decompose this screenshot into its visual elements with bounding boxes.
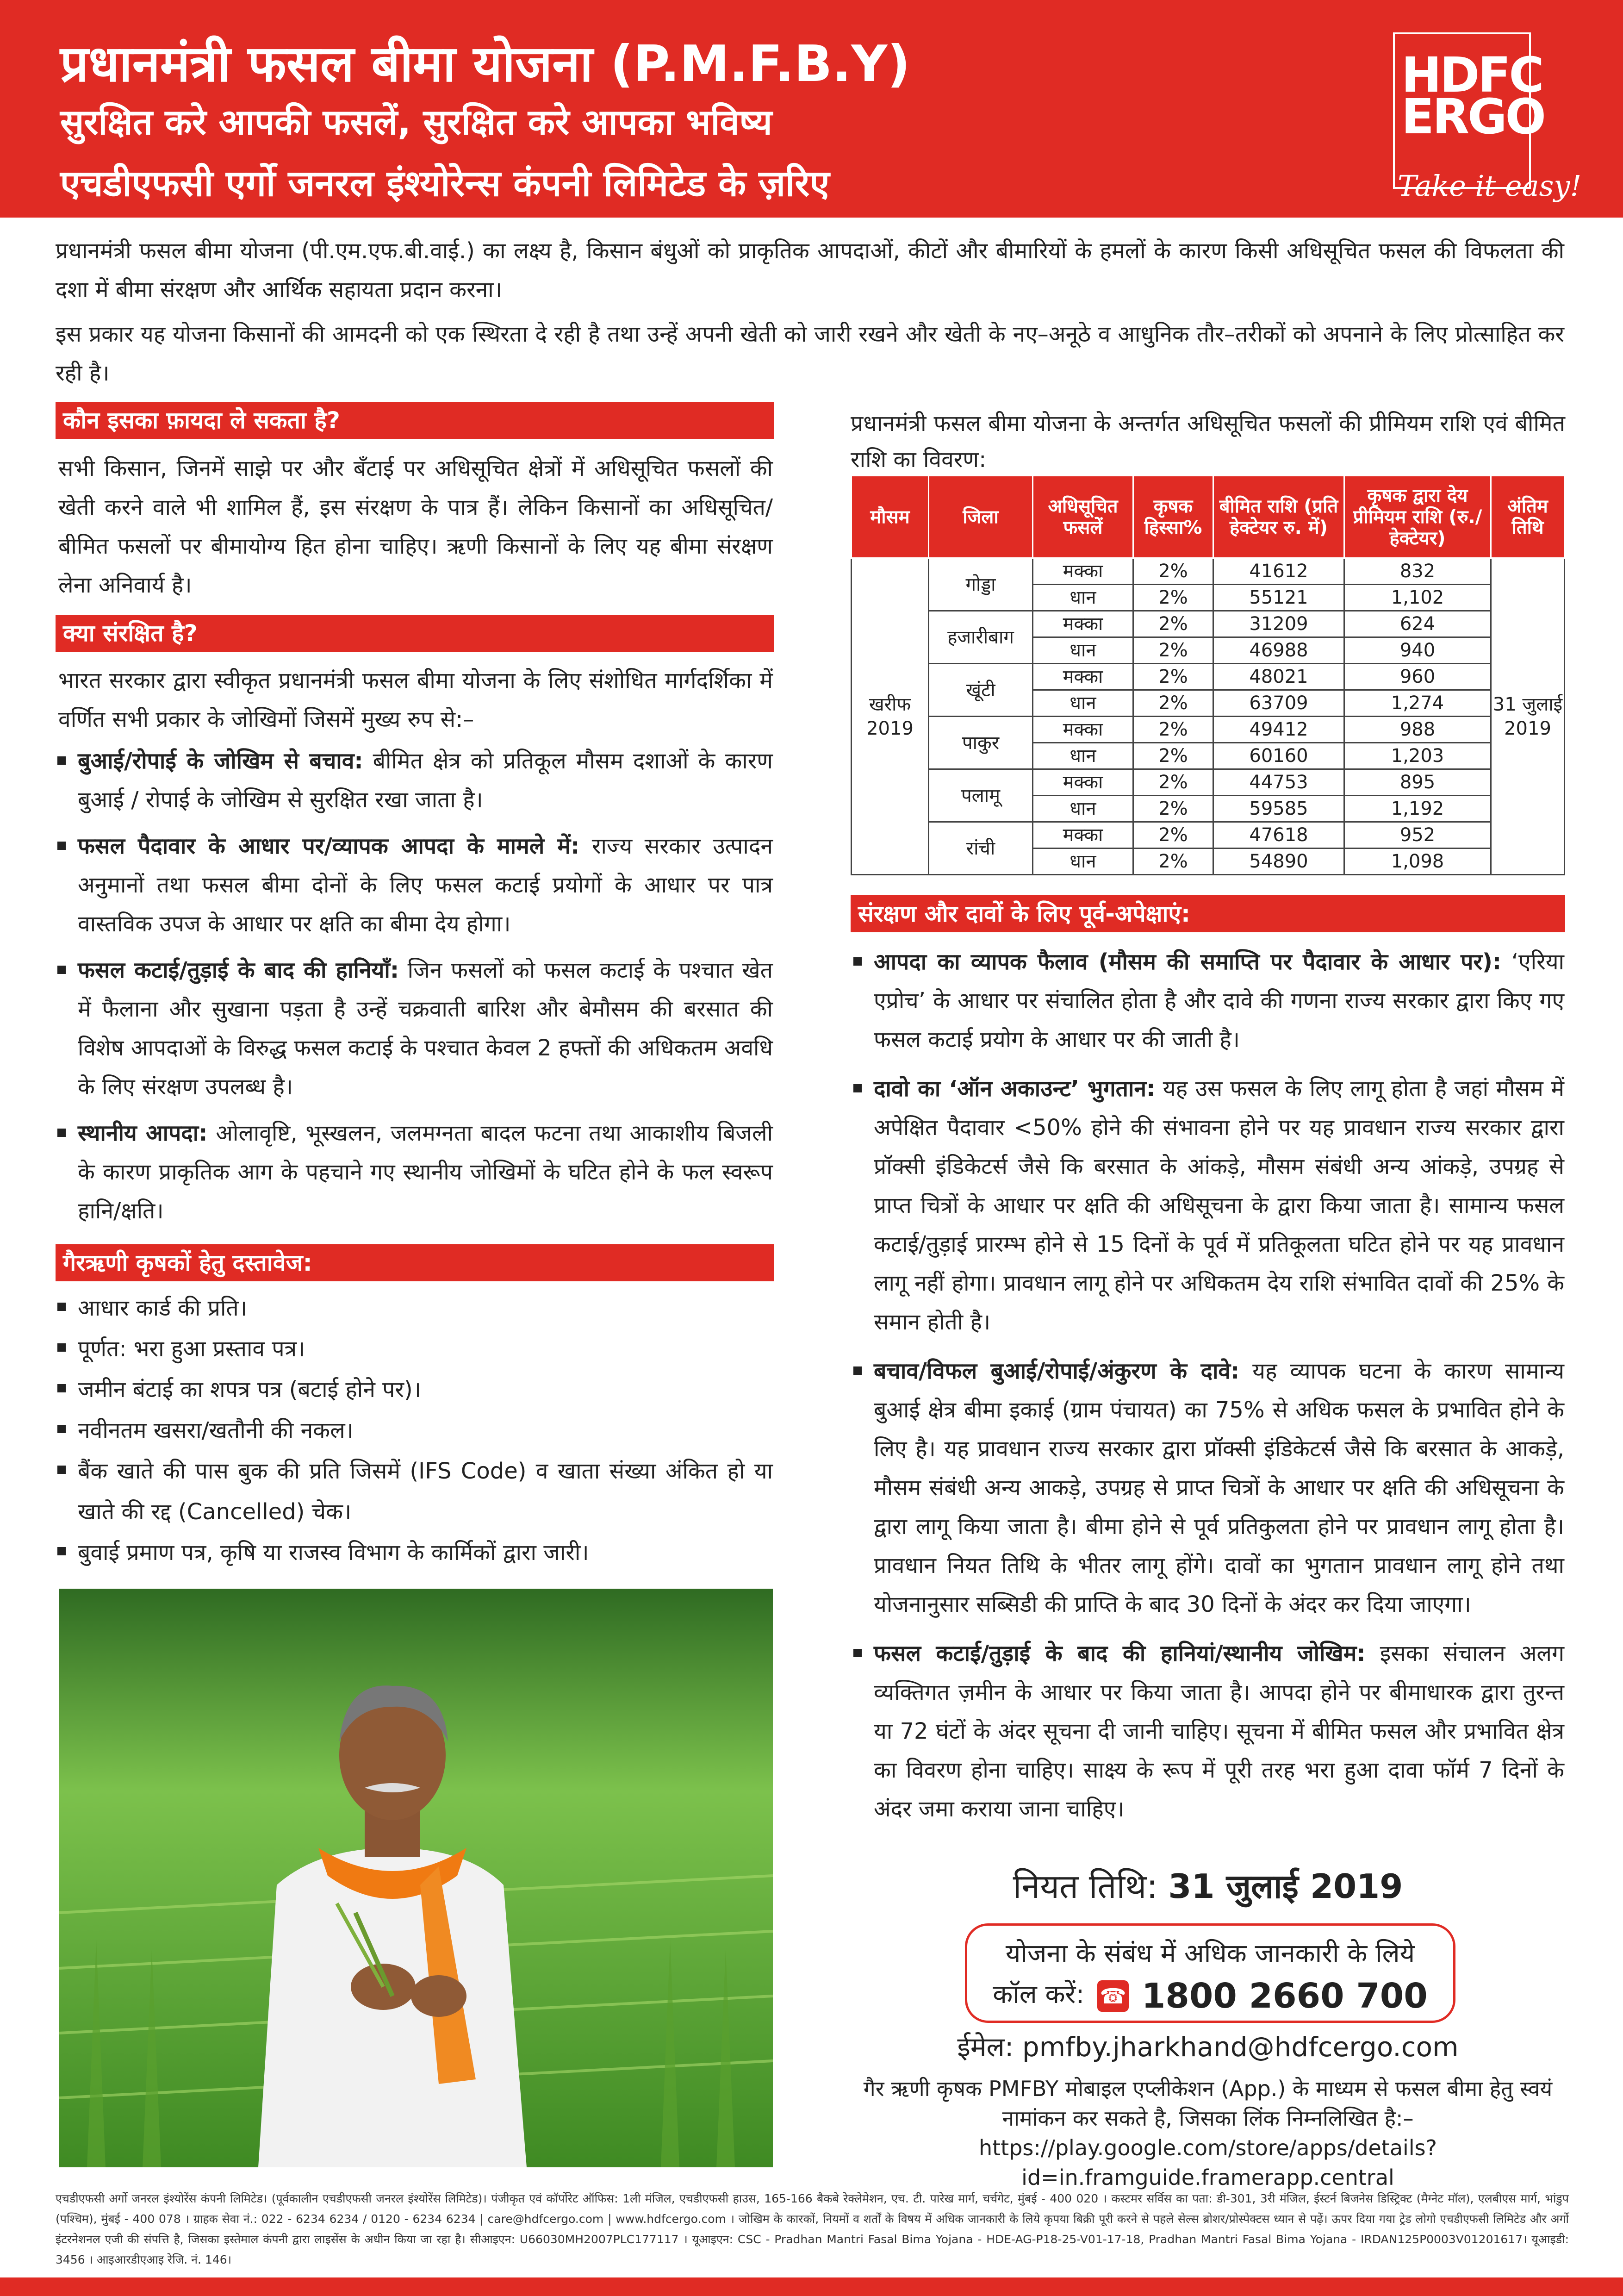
table-header: मौसम: [852, 476, 929, 558]
table-cell: 1,098: [1344, 849, 1491, 875]
helpline-text: योजना के संबंध में अधिक जानकारी के लिये: [1005, 1939, 1415, 1969]
table-cell: धान: [1033, 796, 1133, 822]
table-row: [852, 822, 1565, 849]
table-cell: 49412: [1213, 717, 1344, 743]
list-item: जमीन बंटाई का शपत्र पत्र (बटाई होने पर)।: [56, 1369, 773, 1410]
table-row: [852, 664, 1565, 690]
table-header: कृषक द्वारा देय प्रीमियम राशि (रु./हेक्टेयर): [1344, 476, 1491, 558]
table-cell: 2%: [1133, 611, 1213, 637]
section-heading-documents: गैरऋणी कृषकों हेतु दस्तावेज:: [56, 1244, 774, 1281]
table-cell: धान: [1033, 849, 1133, 875]
premium-table: [851, 475, 1565, 875]
section-heading-claims: संरक्षण और दावों के लिए पूर्व-अपेक्षाएं:: [851, 895, 1565, 932]
table-row: [852, 611, 1565, 637]
list-item: बैंक खाते की पास बुक की प्रति जिसमें (IFS Code) व खाता संख्या अंकित हो या खाते की रद्द (Cancelled) चेक।: [56, 1451, 773, 1532]
table-cell: 624: [1344, 611, 1491, 637]
logo-line1: HDFC: [1401, 47, 1542, 103]
table-header: जिला: [929, 476, 1033, 558]
table-cell: 2%: [1133, 717, 1213, 743]
list-item: नवीनतम खसरा/खतौनी की नकल।: [56, 1410, 773, 1451]
table-cell: 2%: [1133, 849, 1213, 875]
table-row: [852, 558, 1565, 585]
table-cell: 55121: [1213, 585, 1344, 611]
list-item: बुआई/रोपाई के जोखिम से बचाव: बीमित क्षेत्र को प्रतिकूल मौसम दशाओं के कारण बुआई / रोपाई के जोखिम से सुरक्षित रखा जाता है।: [56, 742, 773, 819]
table-cell: 2%: [1133, 822, 1213, 849]
farmer-illustration: [59, 1589, 773, 2167]
table-cell: 47618: [1213, 822, 1344, 849]
app-link[interactable]: https://play.google.com/store/apps/details?id=in.framguide.framerapp.central: [978, 2135, 1437, 2190]
table-cell: मक्का: [1033, 558, 1133, 585]
table-cell: 960: [1344, 664, 1491, 690]
season-cell: खरीफ 2019: [852, 558, 929, 875]
last-date-cell: 31 जुलाई 2019: [1491, 558, 1565, 875]
app-text: गैर ऋणी कृषक PMFBY मोबाइल एप्लीकेशन (App.) के माध्यम से फसल बीमा हेतु स्वयं नामांकन कर सकते है, जिसका लिंक निम्नलिखित है:–: [863, 2076, 1553, 2131]
list-item: आपदा का व्यापक फैलाव (मौसम की समाप्ति पर पैदावार के आधार पर): ‘एरिया एप्रोच’ के आधार पर संचालित होता है और दावे की गणना राज्य सरकार द्वारा किए गए फसल कटाई प्रयोग के आधार पर की जाती है।: [852, 942, 1564, 1059]
list-item: आधार कार्ड की प्रति।: [56, 1288, 773, 1329]
footer-bar: [0, 2277, 1623, 2296]
table-cell: 60160: [1213, 743, 1344, 769]
table-cell: मक्का: [1033, 822, 1133, 849]
premium-intro: प्रधानमंत्री फसल बीमा योजना के अन्तर्गत अधिसूचित फसलों की प्रीमियम राशि एवं बीमित राशि का विवरण:: [851, 411, 1565, 473]
farmer-photo: [59, 1589, 773, 2167]
table-row: [852, 769, 1565, 796]
list-item: दावो का ‘ऑन अकाउन्ट’ भुगतान: यह उस फसल के लिए लागू होता है जहां मौसम में अपेक्षित पैदावार <50% होने की संभावना होने पर यह प्रावधान राज्य सरकार द्वारा प्रॉक्सी इंडिकेटर्स जैसे कि बरसात के आंकड़े, मौसम संबंधी अन्य आंकड़े, उपग्रह से प्राप्त चित्रों के आधार पर क्षति की अधिसूचना के द्वारा किया जाता है। सामान्य फसल कटाई/तुड़ाई प्रारम्भ होने से 15 दिनों के पूर्व में प्रतिकूलता घटित होने पर यह प्रावधान लागू नहीं होगा। प्रावधान लागू होने पर अधिकतम देय राशि संभावित दावों की 25% के समान होती है।: [852, 1069, 1564, 1341]
call-label: कॉल करें:: [993, 1979, 1085, 2009]
app-info: [851, 2074, 1565, 2192]
district-cell: खूंटी: [929, 664, 1033, 717]
table-cell: 54890: [1213, 849, 1344, 875]
district-cell: पलामू: [929, 769, 1033, 822]
header-banner: [0, 0, 1623, 218]
logo-line2: ERGO: [1401, 88, 1544, 145]
list-item: बुवाई प्रमाण पत्र, कृषि या राजस्व विभाग के कार्मिकों द्वारा जारी।: [56, 1532, 773, 1573]
table-cell: 2%: [1133, 664, 1213, 690]
table-cell: 1,203: [1344, 743, 1491, 769]
list-item: बचाव/विफल बुआई/रोपाई/अंकुरण के दावे: यह व्यापक घटना के कारण सामान्य बुआई क्षेत्र बीमा इकाई (ग्राम पंचायत) का 75% से अधिक फसल के प्रभावित होने के लिए है। यह प्रावधान राज्य सरकार द्वारा प्रॉक्सी इंडिकेटर्स जैसे कि बरसात के आकड़े, मौसम संबंधी अन्य आकड़े, उपग्रह से प्राप्त चित्रों के आधार पर क्षति की अधिसूचना के द्वारा लागू किया जाता है। बीमा होने से पूर्व प्रतिकुलता होने पर प्रावधान लागू होता है। प्रावधान नियत तिथि के भीतर लागू होंगे। दावों का भुगतान प्रावधान लागू होने तथा योजनानुसार सब्सिडी की प्राप्ति के बाद 30 दिनों के अंदर कर दिया जाएगा।: [852, 1352, 1564, 1624]
table-header: अधिसूचित फसलें: [1033, 476, 1133, 558]
coverage-list: [56, 742, 773, 1230]
table-cell: धान: [1033, 585, 1133, 611]
helpline-number[interactable]: 1800 2660 700: [1141, 1976, 1428, 2016]
due-date-value: 31 जुलाई 2019: [1168, 1867, 1403, 1906]
table-cell: 940: [1344, 637, 1491, 664]
district-cell: रांची: [929, 822, 1033, 875]
district-cell: गोड्डा: [929, 558, 1033, 611]
contact-email[interactable]: ईमेल: pmfby.jharkhand@hdfcergo.com: [957, 2031, 1459, 2063]
documents-list: [56, 1288, 773, 1573]
table-cell: 41612: [1213, 558, 1344, 585]
claims-list: [852, 942, 1564, 1828]
due-date-line: [851, 1863, 1565, 1908]
footer-disclaimer: एचडीएफसी अर्गो जनरल इंश्योरेंस कंपनी लिमिटेड। (पूर्वकालीन एचडीएफसी जनरल इंश्योरेंस लिमिटेड)। पंजीकृत एवं कॉर्पोरेट ऑफिस: 1ली मंजिल, एचडीएफसी हाउस, 165-166 बैकबे रेक्लेमेशन, एच. टी. पारेख मार्ग, चर्चगेट, मुंबई - 400 020 । कस्टमर सर्विस का पता: डी-301, 3री मंजिल, ईस्टर्न बिजनेस डिस्ट्रिक्ट (मैग्नेट मॉल), एलबीएस मार्ग, भांडुप (पश्चिम), मुंबई - 400 078 । ग्राहक सेवा नं.: 022 - 6234 6234 / 0120 - 6234 6234 | care@hdfcergo.com | www.hdfcergo.com । जोखिम के कारकों, नियमों व शर्तों के विषय में अधिक जानकारी के लिये कृपया बिक्री पूरी करने से पहले सेल्स ब्रोशर/प्रोस्पेक्टस ध्यान से पढ़ें। ऊपर दिया गया ट्रेड लोगो एचडीएफसी लिमिटेड और अर्गो इंटरनेशनल एजी की संपत्ति है, जिसका इस्तेमाल कंपनी द्वारा लाइसेंस के अधीन किया जा रहा है। सीआइएन: U66030MH2007PLC177117 । यूआइएन: CSC - Pradhan Mantri Fasal Bima Yojana - HDE-AG-P18-25-V01-17-18, Pradhan Mantri Fasal Bima Yojana - IRDAN125P0003V01201617। यूआइडी: 3456 । आइआरडीएआइ रेजि. नं. 146।: [56, 2192, 1569, 2266]
table-cell: 1,102: [1344, 585, 1491, 611]
table-cell: धान: [1033, 743, 1133, 769]
table-cell: 2%: [1133, 796, 1213, 822]
table-cell: 46988: [1213, 637, 1344, 664]
list-item: फसल कटाई/तुड़ाई के बाद की हानियाँ: जिन फसलों को फसल कटाई के पश्चात खेत में फैलाना और सुखाना पड़ता है उन्हें चक्रवाती बारिश और बेमौसम की बरसात की विशेष आपदाओं के विरुद्ध फसल कटाई के पश्चात केवल 2 हफ्तों की अधिकतम अवधि के लिए संरक्षण उपलब्ध है।: [56, 951, 773, 1106]
district-cell: पाकुर: [929, 717, 1033, 769]
page-subtitle: सुरक्षित करे आपकी फसलें, सुरक्षित करे आपका भविष्य: [60, 101, 772, 143]
intro-paragraph-2: इस प्रकार यह योजना किसानों की आमदनी को एक स्थिरता दे रही है तथा उन्हें अपनी खेती को जारी रखने और खेती के नए–अनूठे व आधुनिक तौर–तरीकों को अपनाने के लिए प्रोत्साहित कर रही है।: [56, 321, 1564, 386]
table-cell: 44753: [1213, 769, 1344, 796]
table-cell: 895: [1344, 769, 1491, 796]
district-cell: हजारीबाग: [929, 611, 1033, 664]
due-date-label: नियत तिथि:: [1013, 1867, 1158, 1906]
table-cell: 48021: [1213, 664, 1344, 690]
table-cell: 1,192: [1344, 796, 1491, 822]
table-cell: मक्का: [1033, 664, 1133, 690]
hdfc-ergo-logo: [1393, 23, 1582, 208]
table-cell: 2%: [1133, 690, 1213, 717]
table-cell: 2%: [1133, 585, 1213, 611]
helpline-box: [965, 1923, 1455, 2023]
section-heading-coverage: क्या संरक्षित है?: [56, 615, 774, 652]
table-cell: 952: [1344, 822, 1491, 849]
table-cell: 832: [1344, 558, 1491, 585]
table-cell: 2%: [1133, 769, 1213, 796]
table-header: कृषक हिस्सा%: [1133, 476, 1213, 558]
list-item: पूर्णत: भरा हुआ प्रस्ताव पत्र।: [56, 1329, 773, 1369]
list-item: स्थानीय आपदा: ओलावृष्टि, भूस्खलन, जलमग्नता बादल फटना तथा आकाशीय बिजली के कारण प्राकृतिक आग के पहचाने गए स्थानीय जोखिमों के घटित होने के फल स्वरूप हानि/क्षति।: [56, 1114, 773, 1230]
eligibility-text: सभी किसान, जिनमें साझे पर और बँटाई पर अधिसूचित क्षेत्रों में अधिसूचित फसलों की खेती करने वाले भी शामिल हैं, इस संरक्षण के पात्र हैं। लेकिन किसानों का अधिसूचित/बीमित फसलों पर बीमायोग्य हित होना चाहिए। ऋणी किसानों के लिए यह बीमा संरक्षण लेना अनिवार्य है।: [58, 455, 773, 598]
table-cell: 2%: [1133, 558, 1213, 585]
helpline-call-row: [967, 1976, 1453, 2016]
provider-line: एचडीएफसी एर्गो जनरल इंश्योरेन्स कंपनी लिमिटेड के ज़रिए: [60, 163, 830, 205]
table-row: [852, 717, 1565, 743]
logo-tagline: Take it easy!: [1398, 169, 1582, 203]
table-cell: 1,274: [1344, 690, 1491, 717]
table-cell: मक्का: [1033, 717, 1133, 743]
phone-icon: ☎: [1097, 1980, 1129, 2012]
table-cell: 31209: [1213, 611, 1344, 637]
table-cell: धान: [1033, 690, 1133, 717]
table-cell: मक्का: [1033, 611, 1133, 637]
table-header: अंतिम तिथि: [1491, 476, 1565, 558]
intro-paragraph-1: प्रधानमंत्री फसल बीमा योजना (पी.एम.एफ.बी.वाई.) का लक्ष्य है, किसान बंधुओं को प्राकृतिक आपदाओं, कीटों और बीमारियों के हमलों के कारण किसी अधिसूचित फसल की विफलता की दशा में बीमा संरक्षण और आर्थिक सहायता प्रदान करना।: [56, 238, 1564, 303]
list-item: फसल पैदावार के आधार पर/व्यापक आपदा के मामले में: राज्य सरकार उत्पादन अनुमानों तथा फसल बीमा दोनों के लिए फसल कटाई प्रयोगों के आधार पर पात्र वास्तविक उपज के आधार पर क्षति का बीमा देय होगा।: [56, 827, 773, 943]
table-cell: 2%: [1133, 637, 1213, 664]
coverage-intro: भारत सरकार द्वारा स्वीकृत प्रधानमंत्री फसल बीमा योजना के लिए संशोधित मार्गदर्शिका में वर्णित सभी प्रकार के जोखिमों जिसमें मुख्य रुप से:–: [58, 668, 773, 732]
premium-table-body: [852, 558, 1565, 875]
page-title: प्रधानमंत्री फसल बीमा योजना (P.M.F.B.Y): [60, 35, 910, 93]
table-cell: मक्का: [1033, 769, 1133, 796]
list-item: फसल कटाई/तुड़ाई के बाद की हानियां/स्थानीय जोखिम: इसका संचालन अलग व्यक्तिगत ज़मीन के आधार पर किया जाता है। आपदा होने पर बीमाधारक द्वारा तुरन्त या 72 घंटों के अंदर सूचना दी जानी चाहिए। सूचना में बीमित फसल और प्रभावित क्षेत्र का विवरण होना चाहिए। साक्ष्य के रूप में पूरी तरह भरा हुआ दावा फॉर्म 7 दिनों के अंदर जमा कराया जाना चाहिए।: [852, 1634, 1564, 1828]
table-cell: 988: [1344, 717, 1491, 743]
table-cell: धान: [1033, 637, 1133, 664]
section-heading-eligibility: कौन इसका फ़ायदा ले सकता है?: [56, 402, 774, 439]
table-cell: 59585: [1213, 796, 1344, 822]
table-cell: 63709: [1213, 690, 1344, 717]
table-cell: 2%: [1133, 743, 1213, 769]
table-header: बीमित राशि (प्रति हेक्टेयर रु. में): [1213, 476, 1344, 558]
